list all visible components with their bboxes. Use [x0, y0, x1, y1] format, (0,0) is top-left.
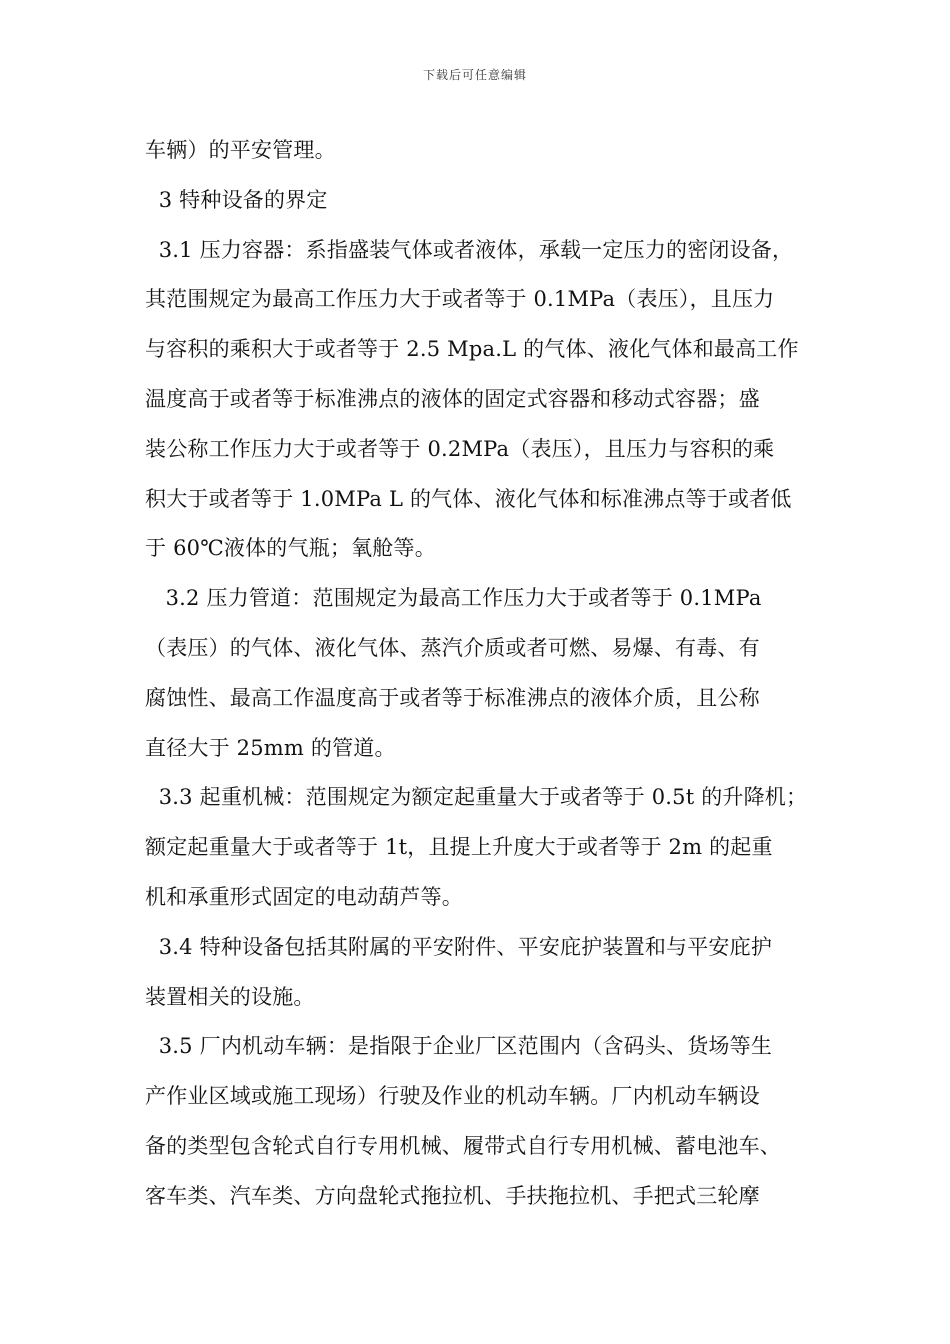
text-line: 3.1 压力容器：系指盛装气体或者液体，承载一定压力的密闭设备，	[145, 237, 794, 262]
text-line: （表压）的气体、液化气体、蒸汽介质或者可燃、易爆、有毒、有	[145, 635, 760, 660]
text-line: 车辆）的平安管理。	[145, 138, 336, 162]
text-line: 备的类型包含轮式自行专用机械、履带式自行专用机械、蓄电池车、	[145, 1133, 781, 1158]
text-line: 直径大于 25mm 的管道。	[145, 735, 396, 760]
text-line: 3.2 压力管道：范围规定为最高工作压力大于或者等于 0.1MPa	[145, 586, 762, 611]
text-line: 与容积的乘积大于或者等于 2.5 Mpa.L 的气体、液化气体和最高工作	[145, 337, 799, 362]
text-line: 额定起重量大于或者等于 1t，且提上升度大于或者等于 2m 的起重	[145, 835, 773, 860]
text-line: 积大于或者等于 1.0MPa L 的气体、液化气体和标准沸点等于或者低	[145, 486, 792, 511]
text-line: 产作业区域或施工现场）行驶及作业的机动车辆。厂内机动车辆设	[145, 1084, 760, 1109]
text-line: 于 60℃液体的气瓶；氧舱等。	[145, 536, 436, 561]
text-line: 机和承重形式固定的电动葫芦等。	[145, 884, 463, 909]
text-line: 装置相关的设施。	[145, 984, 315, 1009]
text-line: 3.5 厂内机动车辆：是指限于企业厂区范围内（含码头、货场等生	[145, 1034, 773, 1059]
page-header: 下载后可任意编辑	[422, 68, 527, 82]
text-line: 温度高于或者等于标准沸点的液体的固定式容器和移动式容器；盛	[145, 386, 760, 411]
text-line: 其范围规定为最高工作压力大于或者等于 0.1MPa（表压），且压力	[145, 287, 775, 312]
section-heading: 3 特种设备的界定	[145, 187, 328, 212]
text-line: 装公称工作压力大于或者等于 0.2MPa（表压），且压力与容积的乘	[145, 436, 775, 461]
text-line: 3.3 起重机械：范围规定为额定起重量大于或者等于 0.5t 的升降机；	[145, 785, 808, 810]
text-line: 3.4 特种设备包括其附属的平安附件、平安庇护装置和与平安庇护	[145, 934, 773, 959]
document-body	[145, 126, 825, 1222]
text-line: 客车类、汽车类、方向盘轮式拖拉机、手扶拖拉机、手把式三轮摩	[145, 1183, 760, 1208]
text-line: 腐蚀性、最高工作温度高于或者等于标准沸点的液体介质，且公称	[145, 685, 760, 710]
